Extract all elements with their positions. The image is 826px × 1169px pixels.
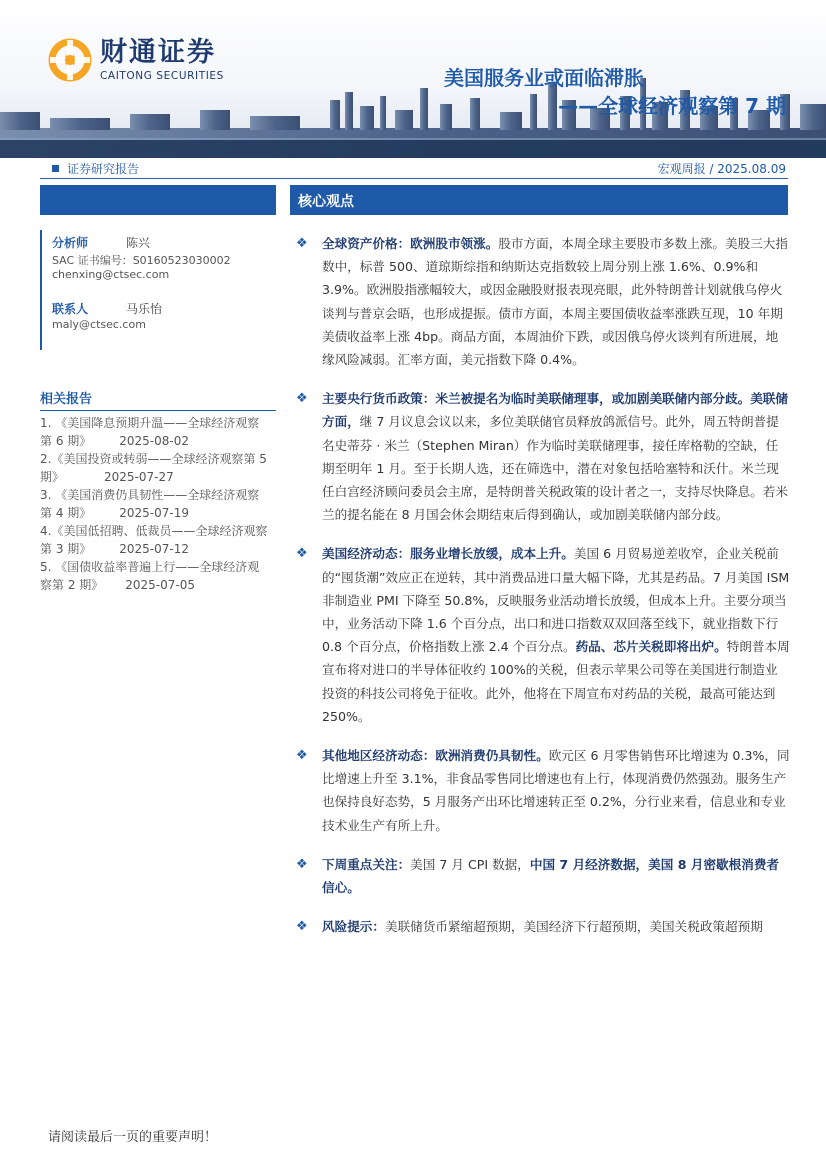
point-highlight: 美联储方面， — [322, 391, 788, 430]
diamond-bullet-icon: ❖ — [296, 391, 308, 407]
core-view-bar — [290, 185, 788, 215]
square-bullet-icon — [52, 165, 59, 172]
point-lead: 美国经济动态：服务业增长放缓，成本上升。 — [322, 546, 574, 562]
core-view-label: 核心观点 — [298, 194, 354, 210]
related-report-item[interactable] — [40, 486, 276, 522]
related-reports-title: 相关报告 — [40, 392, 93, 407]
contact-name: 马乐怡 — [126, 302, 163, 316]
related-report-title-cont: 第 3 期》 — [40, 542, 92, 556]
related-report-date: 2025-07-05 — [125, 578, 196, 592]
diamond-bullet-icon: ❖ — [296, 546, 308, 562]
point-highlight: 药品、芯片关税即将出炉。 — [575, 639, 727, 655]
related-report-title: 1. 《美国降息预期升温——全球经济观察 — [40, 416, 260, 430]
analyst-license: SAC 证书编号：S0160523030002 — [52, 254, 231, 267]
point-next-week — [296, 853, 790, 899]
point-lead: 风险提示： — [322, 919, 385, 935]
point-body: 美国 7 月 CPI 数据， — [410, 856, 530, 872]
related-report-item[interactable] — [40, 522, 276, 558]
analyst-name: 陈兴 — [126, 236, 151, 250]
related-report-title: 3. 《美国消费仍具韧性——全球经济观察 — [40, 488, 260, 502]
related-report-title: 5. 《国债收益率普遍上行——全球经济观 — [40, 560, 260, 574]
point-body: 美联储货币紧缩超预期，美国经济下行超预期，美国关税政策超预期 — [384, 919, 763, 935]
point-body: 股市方面，本周全球主要股市多数上涨。美股三大指数中，标普 500、道琼斯综指和纳斯达克指数较上周分别上涨 1.6%、0.9%和 3.9%。欧洲股指涨幅较大，或因金融股财报表现亮眼，此外特朗普计划就俄乌停火谈判与普京会晤，也形成提振。债市方面，本周主要国债收益率涨跌互现，10 年期美债收益率上涨 4bp。商品方面，本周油价下跌，或因俄乌停火谈判有所进展，地缘风险减弱。汇率方面，美元指数下降 0.4%。 — [322, 236, 788, 368]
related-report-title: 4.《美国低招聘、低裁员——全球经济观察 — [40, 524, 268, 538]
logo-text-en: CAITONG SECURITIES — [100, 70, 224, 82]
analyst-role: 分析师 — [52, 236, 89, 250]
related-report-item[interactable] — [40, 414, 276, 450]
report-subtitle: ——全球经济观察第 7 期 — [558, 94, 786, 118]
point-risk — [296, 915, 790, 938]
report-type-label: 证券研究报告 — [67, 162, 140, 176]
point-lead: 主要央行货币政策：米兰被提名为临时美联储理事，或加剧美联储内部分歧。 — [322, 391, 751, 407]
point-lead: 其他地区经济动态：欧洲消费仍具韧性。 — [322, 748, 549, 764]
related-reports — [40, 388, 276, 594]
header-divider — [40, 178, 788, 179]
related-report-date: 2025-07-19 — [119, 506, 190, 520]
related-divider — [40, 410, 276, 411]
disclaimer-note: 请阅读最后一页的重要声明！ — [48, 1130, 218, 1145]
related-report-title: 2.《美国投资或转弱——全球经济观察第 5 — [40, 452, 267, 466]
point-body: 欧元区 6 月零售销售环比增速为 0.3%，同比增速上升至 3.1%，非食品零售同比增速也有上行，体现消费仍然强劲。服务生产也保持良好态势，5 月服务产出环比增速转正至 0.2%，分行业来看，信息业和专业技术业生产有所上升。 — [322, 748, 790, 833]
analyst-email[interactable]: chenxing@ctsec.com — [52, 268, 170, 281]
point-central-banks — [296, 387, 790, 526]
contact-role: 联系人 — [52, 302, 89, 316]
point-lead: 下周重点关注： — [322, 856, 411, 872]
related-report-title-cont: 第 6 期》 — [40, 434, 92, 448]
sidebar-header-bar — [40, 185, 276, 215]
point-body: 继 7 月议息会议以来，多位美联储官员释放鸽派信号。此外，周五特朗普提名史蒂芬 · 米兰（Stephen Miran）作为临时美联储理事，接任库格勒的空缺，任期至明年 1 月。至于长期人选，还在筛选中，潜在对象包括哈塞特和沃什。米兰现任白宫经济顾问委员会主席，是特朗普关税政策的设计者之一，支持尽快降息。若米兰的提名能在 8 月国会休会期结束后得到确认，或加剧美联储内部分歧。 — [322, 414, 788, 523]
company-logo — [48, 38, 224, 82]
point-us-economy — [296, 542, 790, 728]
related-report-title-cont: 期》 — [40, 470, 65, 484]
point-global-assets — [296, 232, 790, 371]
point-body: 美国 6 月贸易逆差收窄，企业关税前的“囤货潮”效应正在逆转，其中消费品进口量大幅下降，尤其是药品。7 月美国 ISM 非制造业 PMI 下降至 50.8%，反映服务业活动增长放缓，但成本上升。主要分项当中，业务活动下降 1.6 个百分点，出口和进口指数双双回落至线下，就业指数下行 0.8 个百分点，价格指数上涨 2.4 个百分点。 — [322, 546, 790, 655]
contact-email[interactable]: maly@ctsec.com — [52, 318, 146, 331]
logo-text-cn: 财通证券 — [100, 37, 216, 68]
report-type — [52, 160, 139, 177]
core-points — [296, 232, 790, 938]
point-body-tail: 特朗普本周宣布将对进口的半导体征收约 100%的关税，但表示苹果公司等在美国进行制造业投资的科技公司将免于征收。此外，他将在下周宣布对药品的关税，最高可能达到 250%。 — [322, 639, 790, 724]
diamond-bullet-icon: ❖ — [296, 748, 308, 764]
report-title: 美国服务业或面临滞胀 — [444, 66, 644, 90]
related-report-title-cont: 察第 2 期》 — [40, 578, 104, 592]
related-report-title-cont: 第 4 期》 — [40, 506, 92, 520]
point-highlight: 中国 7 月经济数据，美国 8 月密歇根消费者信心。 — [322, 856, 780, 896]
report-date: 宏观周报 / 2025.08.09 — [657, 162, 786, 176]
related-report-date: 2025-07-27 — [104, 470, 174, 484]
diamond-bullet-icon: ❖ — [296, 236, 308, 251]
related-report-item[interactable] — [40, 450, 276, 486]
related-report-date: 2025-08-02 — [119, 434, 190, 448]
diamond-bullet-icon: ❖ — [296, 856, 308, 872]
related-report-item[interactable] — [40, 558, 276, 594]
caitong-logo-icon — [48, 38, 92, 82]
analyst-accent-line — [40, 230, 42, 350]
point-lead: 全球资产价格：欧洲股市领涨。 — [322, 236, 499, 251]
point-other-regions — [296, 744, 790, 837]
related-report-date: 2025-07-12 — [119, 542, 190, 556]
diamond-bullet-icon: ❖ — [296, 919, 308, 935]
